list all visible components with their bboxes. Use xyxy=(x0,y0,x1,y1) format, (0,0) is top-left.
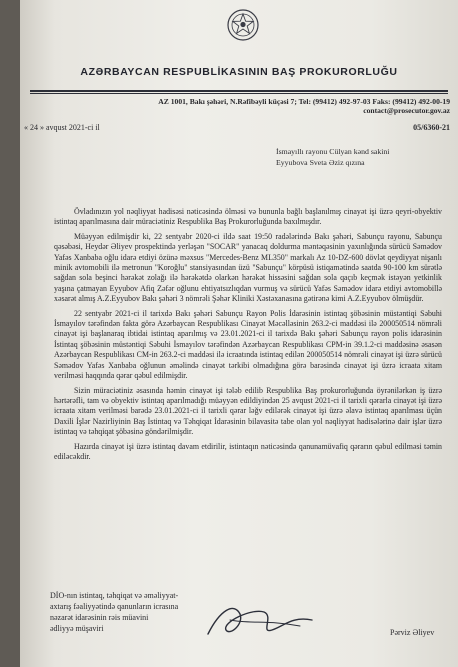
recipient-block xyxy=(276,147,389,168)
letter-date: « 24 » avqust 2021-ci il xyxy=(24,123,100,132)
body-paragraph-4: Sizin müraciətiniz əsasında həmin cinayət işi tələb edilib Respublika Baş prokurorluğunda öyrənilərkən iş üzrə hərtərəfli, tam və obyektiv istintaq aparılmadığı müəyyən edildiyindən 25 avqust 2021-ci il tarixli qərarla cinayət işi üzrə icraata xitam verilməsi barədə 23.01.2021-ci il tarixli qərar ləğv edilərək cinayət işi üzrə əlavə istintaq aparılması üçün Daxili İşlər Nazirliyinin Baş İstintaq və Təhqiqat İdarəsinin bilavasitə tabe olan yol nəqliyyat hadisələrinə dair işlər üzrə istintaq və təhqiqat şöbəsinə göndərilmişdir. xyxy=(54,385,442,437)
body-paragraph-5: Hazırda cinayət işi üzrə istintaq davam etdirilir, istintaqın nəticəsində qanunamüvafiq qərarın qəbul edilməsi təmin ediləcəkdir. xyxy=(54,441,442,461)
handwritten-signature xyxy=(200,590,320,650)
recipient-line-2: Eyyubova Sveta Əziz qızına xyxy=(276,157,365,167)
signatory-title-block xyxy=(50,590,178,634)
signatory-title-line-4: ədliyyə müşaviri xyxy=(50,624,104,633)
signatory-title-line-3: nəzarət idarəsinin rəis müavini xyxy=(50,613,149,622)
header-divider-thin xyxy=(30,93,448,94)
letter-page xyxy=(20,0,458,667)
signatory-title-line-1: DİO-nın istintaq, təhqiqat və əməliyyat- xyxy=(50,591,179,600)
letter-body xyxy=(54,207,442,466)
email-line: contact@prosecutor.gov.az xyxy=(363,106,450,116)
body-paragraph-2: Müəyyən edilmişdir ki, 22 sentyabr 2020-ci ildə saat 19:50 radələrində Bakı şəhəri, Sabunçu rayonu, Sabunçu qəsəbəsi, Heydər Əliyev prospektində yerləşən "SOCAR" yanacaq doldurma məntəqəsinin yaxınlığında sürücü Səmədov Yafəs Xanbaba oğlu idarə etdiyi özünə məxsus "Mercedes-Benz ML350" markalı Az 10-DZ-600 dövlət qeydiyyat nişanlı minik avtomobili ilə metronun "Koroğlu" stansiyasından üzü "Sabunçu" körpüsü istiqamətində saatda 90-100 km sürətlə sağdan sola beşinci hərəkət zolağı ilə hərəkətdə olarkən hərəkət hissəsini sağdan sola qaçıb keçmək istəyən yetkinlik yaşına çatmayan Eyyubov Afiq Zəfər oğlunu ehtiyatsızlıqdan vurmuş və sürücü Yafəs Səmədov idarə etdiyi avtomobillə xəsarət almış A.Z.Eyyubov Bakı şəhəri 3 nömrəli Şəhər Kliniki Xəstəxanasına gətirənə kimi A.Z.Eyyubov ölmüşdür. xyxy=(54,231,442,304)
reference-number: 05/6360-21 xyxy=(413,123,450,132)
signatory-title-line-2: axtarış fəaliyyətində qanunların icrasına xyxy=(50,602,179,611)
signer-name: Pərviz Əliyev xyxy=(390,628,435,637)
state-emblem-icon xyxy=(226,8,260,42)
contact-block xyxy=(50,97,450,116)
header-divider xyxy=(30,90,448,92)
recipient-line-1: İsmayıllı rayonu Cülyan kənd sakini xyxy=(276,147,390,156)
body-paragraph-1: Övladınızın yol nəqliyyat hadisəsi nəticəsində ölməsi və bununla bağlı başlanılmış cinayət işi üzrə qeyri-obyektiv istintaq aparılmasına dair müraciətiniz Respublika Baş Prokurorluğunda baxılmışdır. xyxy=(54,207,442,227)
address-line: AZ 1001, Bakı şəhəri, N.Rəfibəyli küçəsi 7; Tel: (99412) 492-97-03 Faks: (99412) 492-00-19 xyxy=(158,97,450,106)
organization-title: AZƏRBAYCAN RESPUBLİKASININ BAŞ PROKURORLUĞU xyxy=(80,66,398,78)
body-paragraph-3: 22 sentyabr 2021-ci il tarixdə Bakı şəhəri Sabunçu Rayon Polis İdarəsinin istintaq şöbəsinin müstəntiqi Səbuhi İsmayılov tərəfindən fakta görə Azərbaycan Respublikası Cinayət Məcəlləsinin 263.2-ci maddəsi ilə 200050514 nömrəli cinayət işi başlanaraq ibtidai istintaq aparılmış və 23.01.2021-ci il tarixdə Bakı şəhəri Sabunçu rayon polis idarəsinin İstintaq şöbəsinin müstəntiqi Səbuhi İsmayılov tərəfindən Azərbaycan Respublikası CPM-in 39.1.2-ci maddəsinə əsasən Azərbaycan Respublikası CM-in 263.2-ci maddəsi ilə icraatında istintaq edilən 200050514 nömrəli cinayət işi üzrə sürücü Səmədov Yafəs Xanbaba oğlunun əməlində cinayət tərkibi olmadığına görə barəsində cinayət işi üzrə icraata xitam verilməsi haqqında qərar qəbul edilmişdir. xyxy=(54,308,442,381)
